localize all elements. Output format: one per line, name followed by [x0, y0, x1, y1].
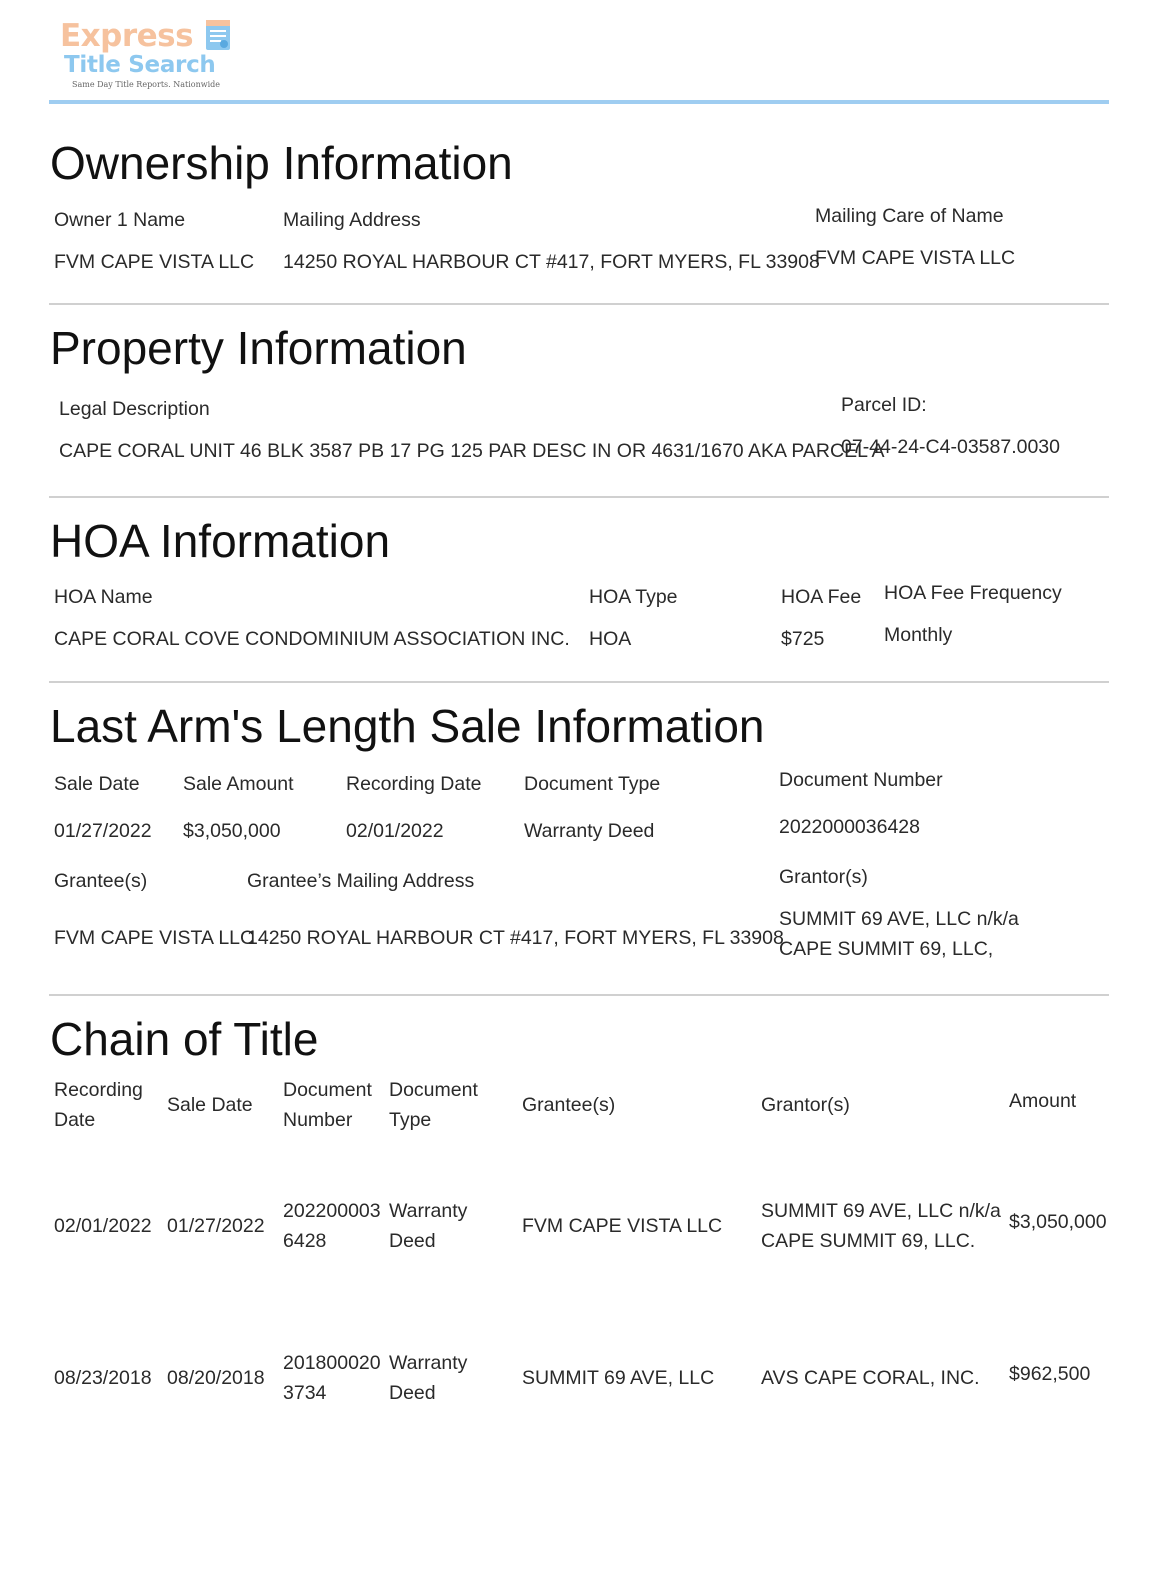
sale-heading: Last Arm's Length Sale Information [50, 700, 765, 752]
hoa-fee-label: HOA Fee [781, 586, 862, 608]
document-type-label: Document Type [524, 773, 661, 795]
sale-date-value: 01/27/2022 [54, 820, 152, 842]
col-header-recording-date: Recording Date [54, 1079, 143, 1131]
table-row-1-grantor: SUMMIT 69 AVE, LLC n/k/a CAPE SUMMIT 69, LLC. [761, 1200, 1001, 1252]
hoa-fee-frequency-label: HOA Fee Frequency [884, 582, 1062, 604]
table-row-2-document-number: 201800020 3734 [283, 1352, 381, 1404]
section-divider [49, 681, 1109, 683]
grantee-mailing-address-value: 14250 ROYAL HARBOUR CT #417, FORT MYERS, FL 33908 [247, 927, 784, 949]
hoa-name-value: CAPE CORAL COVE CONDOMINIUM ASSOCIATION INC. [54, 628, 570, 650]
sale-amount-label: Sale Amount [183, 773, 294, 795]
table-row-2-document-type: Warranty Deed [389, 1352, 468, 1404]
recording-date-label: Recording Date [346, 773, 482, 795]
grantor-value-line2: CAPE SUMMIT 69, LLC, [779, 938, 994, 960]
mailing-care-of-value: FVM CAPE VISTA LLC [815, 247, 1016, 269]
col-header-grantor: Grantor(s) [761, 1094, 850, 1116]
mailing-address-value: 14250 ROYAL HARBOUR CT #417, FORT MYERS, FL 33908 [283, 251, 820, 273]
hoa-type-label: HOA Type [589, 586, 678, 608]
sale-date-label: Sale Date [54, 773, 140, 795]
document-icon [203, 18, 233, 52]
hoa-type-value: HOA [589, 628, 632, 650]
legal-description-label: Legal Description [59, 398, 210, 420]
grantee-label: Grantee(s) [54, 870, 148, 892]
table-row-2-amount: $962,500 [1009, 1363, 1091, 1385]
grantor-value-line1: SUMMIT 69 AVE, LLC n/k/a [779, 908, 1019, 930]
company-logo [58, 16, 238, 92]
table-row-2-grantor: AVS CAPE CORAL, INC. [761, 1367, 980, 1389]
hoa-fee-frequency-value: Monthly [884, 624, 953, 646]
grantee-value: FVM CAPE VISTA LLC [54, 927, 255, 949]
ownership-heading: Ownership Information [50, 137, 513, 189]
hoa-heading: HOA Information [50, 515, 391, 567]
grantee-mailing-address-label: Grantee’s Mailing Address [247, 870, 475, 892]
table-row-1-sale-date: 01/27/2022 [167, 1215, 265, 1237]
document-number-value: 2022000036428 [779, 816, 920, 838]
section-divider [49, 994, 1109, 996]
property-heading: Property Information [50, 322, 467, 374]
table-row-1-grantee: FVM CAPE VISTA LLC [522, 1215, 723, 1237]
logo-tagline: Same Day Title Reports. Nationwide [72, 80, 221, 89]
owner-name-value: FVM CAPE VISTA LLC [54, 251, 255, 273]
section-divider [49, 496, 1109, 498]
header-accent-rule [49, 100, 1109, 104]
col-header-amount: Amount [1009, 1090, 1077, 1112]
logo-express-text: Express [60, 18, 194, 54]
chain-of-title-heading: Chain of Title [50, 1013, 319, 1065]
table-row-2-recording-date: 08/23/2018 [54, 1367, 152, 1389]
hoa-fee-value: $725 [781, 628, 825, 650]
parcel-id-label: Parcel ID: [841, 394, 927, 416]
table-row-1-document-type: Warranty Deed [389, 1200, 468, 1252]
hoa-name-label: HOA Name [54, 586, 153, 608]
col-header-sale-date: Sale Date [167, 1094, 253, 1116]
table-row-1-amount: $3,050,000 [1009, 1211, 1107, 1233]
col-header-document-number: Document Number [283, 1079, 372, 1131]
legal-description-value: CAPE CORAL UNIT 46 BLK 3587 PB 17 PG 125 PAR DESC IN OR 4631/1670 AKA PARCEL A [59, 440, 885, 462]
table-row-2-sale-date: 08/20/2018 [167, 1367, 265, 1389]
mailing-care-of-label: Mailing Care of Name [815, 205, 1004, 227]
document-type-value: Warranty Deed [524, 820, 655, 842]
logo-title-search-text: Title Search [64, 52, 216, 78]
col-header-document-type: Document Type [389, 1079, 478, 1131]
document-number-label: Document Number [779, 769, 943, 791]
table-row-2-grantee: SUMMIT 69 AVE, LLC [522, 1367, 715, 1389]
sale-amount-value: $3,050,000 [183, 820, 281, 842]
table-row-1-recording-date: 02/01/2022 [54, 1215, 152, 1237]
section-divider [49, 303, 1109, 305]
owner-name-label: Owner 1 Name [54, 209, 186, 231]
col-header-grantee: Grantee(s) [522, 1094, 616, 1116]
recording-date-value: 02/01/2022 [346, 820, 444, 842]
grantor-label: Grantor(s) [779, 866, 868, 888]
parcel-id-value: 07-44-24-C4-03587.0030 [841, 436, 1060, 458]
table-row-1-document-number: 202200003 6428 [283, 1200, 381, 1252]
mailing-address-label: Mailing Address [283, 209, 421, 231]
